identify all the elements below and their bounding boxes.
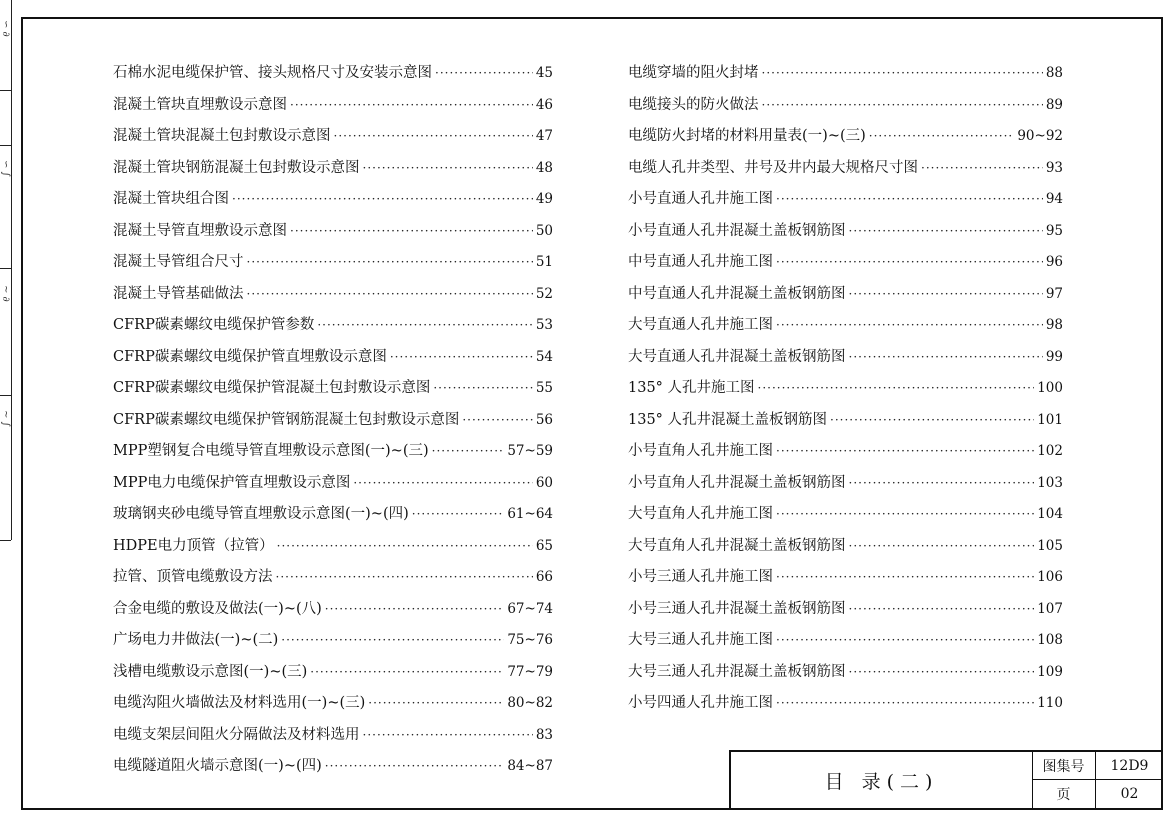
dot-leader (849, 342, 1043, 374)
toc-entry-title: 大号直角人孔井混凝土盖板钢筋图 (628, 537, 846, 554)
dot-leader (412, 499, 505, 531)
dot-leader (334, 121, 533, 153)
toc-entry-title: 中号直通人孔井施工图 (628, 254, 773, 270)
toc-entry-title: 大号直角人孔井施工图 (628, 506, 773, 522)
dot-leader (325, 751, 505, 783)
toc-entry-page: 95 (1045, 222, 1063, 239)
toc-entry-title: CFRP碳素螺纹电缆保护管直埋敷设示意图 (113, 348, 387, 365)
toc-entry-page: 89 (1045, 96, 1063, 113)
toc-entry-title: 混凝土管块混凝土包封敷设示意图 (113, 128, 331, 144)
toc-entry-title: HDPE电力顶管（拉管） (113, 537, 274, 554)
dot-leader (435, 58, 533, 90)
toc-entry-page: 94 (1045, 191, 1063, 207)
toc-entry-title: 电缆支架层间阻火分隔做法及材料选用 (113, 726, 360, 743)
toc-entry-title: CFRP碳素螺纹电缆保护管参数 (113, 317, 315, 333)
toc-entry-page: 101 (1037, 411, 1063, 428)
toc-entry-page: 103 (1037, 474, 1063, 491)
toc-entry-page: 46 (535, 96, 553, 113)
dot-leader (762, 90, 1043, 122)
toc-entry (628, 625, 1063, 657)
toc-entry-page: 104 (1037, 506, 1063, 522)
toc-entry (113, 751, 553, 783)
toc-entry-title: 混凝土导管基础做法 (113, 285, 244, 302)
toc-entry-title: 电缆隧道阻火墙示意图(一)~(四) (113, 758, 322, 774)
toc-entry-page: 108 (1037, 632, 1063, 648)
dot-leader (776, 562, 1034, 594)
toc-entry-title: 135° 人孔井施工图 (628, 380, 755, 396)
toc-entry (628, 342, 1063, 374)
toc-entry-page: 45 (535, 65, 553, 81)
toc-entry-page: 48 (535, 159, 553, 176)
toc-entry (113, 153, 553, 185)
toc-entry (113, 342, 553, 374)
toc-entry-page: 53 (535, 317, 553, 333)
toc-entry-title: 拉管、顶管电缆敷设方法 (113, 569, 273, 585)
toc-entry (628, 594, 1063, 626)
toc-entry (628, 279, 1063, 311)
toc-entry-page: 47 (535, 128, 553, 144)
toc-entry-title: MPP塑钢复合电缆导管直埋敷设示意图(一)~(三) (113, 443, 429, 459)
toc-entry-page: 51 (535, 254, 553, 270)
toc-entry-title: 合金电缆的敷设及做法(一)~(八) (113, 600, 322, 617)
toc-entry-title: 小号三通人孔井施工图 (628, 569, 773, 585)
toc-entry-page: 60 (535, 474, 553, 491)
toc-entry-page: 80~82 (507, 695, 553, 711)
toc-entry (113, 562, 553, 594)
dot-leader (462, 405, 532, 437)
toc-entry (628, 688, 1063, 720)
dot-leader (849, 657, 1035, 689)
toc-entry-page: 57~59 (507, 443, 553, 459)
toc-entry-page: 67~74 (507, 600, 553, 617)
toc-entry-title: 混凝土管块直埋敷设示意图 (113, 96, 287, 113)
toc-entry-title: 小号三通人孔井混凝土盖板钢筋图 (628, 600, 846, 617)
toc-entry-title: 电缆人孔井类型、井号及井内最大规格尺寸图 (628, 159, 918, 176)
handwritten-signature: ∼ ∂ (0, 285, 11, 302)
toc-entry (113, 594, 553, 626)
dot-leader (310, 657, 504, 689)
toc-entry (113, 657, 553, 689)
dot-leader (921, 153, 1043, 185)
toc-entry-title: 大号直通人孔井施工图 (628, 317, 773, 333)
toc-entry-title: CFRP碳素螺纹电缆保护管钢筋混凝土包封敷设示意图 (113, 411, 460, 428)
toc-entry-page: 90~92 (1017, 128, 1063, 144)
dot-leader (433, 373, 532, 405)
atlas-number-label: 图集号 (1032, 752, 1096, 780)
dot-leader (363, 153, 533, 185)
toc-entry-title: 大号三通人孔井施工图 (628, 632, 773, 648)
binding-tick (0, 395, 11, 396)
toc-entry (628, 58, 1063, 90)
toc-entry-page: 83 (535, 726, 553, 743)
toc-entry-title: 混凝土管块钢筋混凝土包封敷设示意图 (113, 159, 360, 176)
toc-entry-page: 66 (535, 569, 553, 585)
toc-entry-page: 107 (1037, 600, 1063, 617)
toc-entry (113, 468, 553, 500)
toc-entry-page: 75~76 (507, 632, 553, 648)
binding-rule (11, 0, 12, 540)
dot-leader (776, 499, 1034, 531)
toc-entry-page: 109 (1037, 663, 1063, 680)
toc-entry-title: 大号三通人孔井混凝土盖板钢筋图 (628, 663, 846, 680)
toc-entry (113, 688, 553, 720)
dot-leader (830, 405, 1034, 437)
dot-leader (390, 342, 533, 374)
toc-entry (113, 720, 553, 752)
binding-tick (0, 90, 11, 91)
dot-leader (849, 594, 1035, 626)
toc-entry-title: CFRP碳素螺纹电缆保护管混凝土包封敷设示意图 (113, 380, 431, 396)
toc-entry (113, 58, 553, 90)
dot-leader (247, 279, 533, 311)
toc-entry-title: 小号直通人孔井混凝土盖板钢筋图 (628, 222, 846, 239)
dot-leader (368, 688, 504, 720)
toc-entry (628, 216, 1063, 248)
dot-leader (281, 625, 504, 657)
toc-entry-page: 52 (535, 285, 553, 302)
dot-leader (290, 216, 533, 248)
page-number-value: 02 (1120, 786, 1139, 802)
toc-entry (628, 184, 1063, 216)
toc-entry-page: 106 (1037, 569, 1063, 585)
dot-leader (325, 594, 505, 626)
toc-entry (113, 216, 553, 248)
toc-entry (113, 279, 553, 311)
toc-entry-page: 56 (535, 411, 553, 428)
toc-entry-title: 混凝土导管组合尺寸 (113, 254, 244, 270)
toc-entry (113, 121, 553, 153)
dot-leader (758, 373, 1035, 405)
dot-leader (276, 562, 533, 594)
toc-entry-title: 小号直角人孔井施工图 (628, 443, 773, 459)
toc-entry-title: 小号四通人孔井施工图 (628, 695, 773, 711)
toc-entry (113, 247, 553, 279)
dot-leader (776, 247, 1043, 279)
toc-entry-title: 广场电力井做法(一)~(二) (113, 632, 279, 648)
toc-entry-page: 50 (535, 222, 553, 239)
toc-entry-page: 54 (535, 348, 553, 365)
toc-entry (628, 310, 1063, 342)
dot-leader (232, 184, 533, 216)
toc-entry-title: 电缆防火封堵的材料用量表(一)~(三) (628, 128, 866, 144)
dot-leader (849, 216, 1043, 248)
dot-leader (776, 688, 1034, 720)
toc-entry-page: 55 (535, 380, 553, 396)
toc-entry-page: 102 (1037, 443, 1063, 459)
toc-entry (628, 657, 1063, 689)
dot-leader (762, 58, 1043, 90)
dot-leader (353, 468, 532, 500)
toc-left-column (113, 58, 553, 783)
toc-entry (628, 90, 1063, 122)
toc-entry (628, 531, 1063, 563)
handwritten-signature: ∽ ∂ (0, 20, 11, 37)
dot-leader (317, 310, 532, 342)
dot-leader (776, 184, 1043, 216)
toc-entry-title: 小号直角人孔井混凝土盖板钢筋图 (628, 474, 846, 491)
toc-entry-title: 电缆沟阻火墙做法及材料选用(一)~(三) (113, 695, 366, 711)
toc-entry-page: 96 (1045, 254, 1063, 270)
toc-entry (628, 121, 1063, 153)
toc-right-column (628, 58, 1063, 720)
toc-entry-title: 石棉水泥电缆保护管、接头规格尺寸及安装示意图 (113, 65, 432, 81)
toc-entry-page: 61~64 (507, 506, 553, 522)
toc-entry-page: 97 (1045, 285, 1063, 302)
dot-leader (869, 121, 1015, 153)
toc-entry-page: 105 (1037, 537, 1063, 554)
binding-tick (0, 268, 11, 269)
dot-leader (432, 436, 505, 468)
toc-entry-page: 49 (535, 191, 553, 207)
dot-leader (776, 436, 1034, 468)
toc-entry (113, 184, 553, 216)
toc-entry-title: 大号直通人孔井混凝土盖板钢筋图 (628, 348, 846, 365)
toc-entry-page: 98 (1045, 317, 1063, 333)
binding-tick (0, 540, 11, 541)
toc-entry-page: 93 (1045, 159, 1063, 176)
handwritten-signature: ∽ ∫ (0, 160, 11, 177)
toc-entry-title: 混凝土管块组合图 (113, 191, 229, 207)
toc-entry (628, 436, 1063, 468)
page-label: 页 (1032, 780, 1096, 808)
toc-entry-title: 玻璃钢夹砂电缆导管直埋敷设示意图(一)~(四) (113, 506, 409, 522)
toc-entry (113, 373, 553, 405)
toc-entry (113, 625, 553, 657)
toc-entry (113, 405, 553, 437)
toc-entry (628, 499, 1063, 531)
dot-leader (277, 531, 533, 563)
toc-entry (113, 436, 553, 468)
toc-entry-page: 77~79 (507, 663, 553, 680)
binding-tick (0, 145, 11, 146)
toc-entry-title: 混凝土导管直埋敷设示意图 (113, 222, 287, 239)
toc-entry (113, 90, 553, 122)
toc-entry-title: 135° 人孔井混凝土盖板钢筋图 (628, 411, 828, 428)
toc-entry (628, 562, 1063, 594)
title-block (729, 750, 1161, 808)
toc-entry-page: 100 (1037, 380, 1063, 396)
dot-leader (363, 720, 533, 752)
toc-entry-title: 中号直通人孔井混凝土盖板钢筋图 (628, 285, 846, 302)
atlas-number-value: 12D9 (1096, 752, 1163, 780)
toc-entry-page: 110 (1037, 695, 1063, 711)
binding-margin (0, 0, 15, 540)
toc-entry (113, 499, 553, 531)
dot-leader (290, 90, 533, 122)
toc-entry-title: 电缆穿墙的阻火封堵 (628, 65, 759, 81)
toc-entry-title: 浅槽电缆敷设示意图(一)~(三) (113, 663, 308, 680)
toc-entry (628, 373, 1063, 405)
dot-leader (849, 468, 1035, 500)
sheet-title: 目 录(二) (731, 752, 1033, 808)
toc-entry (113, 310, 553, 342)
handwritten-signature: ∼ ∫ (0, 410, 11, 427)
dot-leader (849, 279, 1043, 311)
toc-entry-title: 小号直通人孔井施工图 (628, 191, 773, 207)
toc-entry-page: 88 (1045, 65, 1063, 81)
dot-leader (776, 625, 1034, 657)
dot-leader (776, 310, 1043, 342)
toc-entry (628, 405, 1063, 437)
toc-entry-page: 65 (535, 537, 553, 554)
toc-entry (628, 468, 1063, 500)
toc-entry-title: MPP电力电缆保护管直埋敷设示意图 (113, 474, 351, 491)
toc-entry (628, 153, 1063, 185)
toc-entry-page: 84~87 (507, 758, 553, 774)
toc-entry-page: 99 (1045, 348, 1063, 365)
toc-entry-title: 电缆接头的防火做法 (628, 96, 759, 113)
dot-leader (849, 531, 1035, 563)
toc-entry (628, 247, 1063, 279)
dot-leader (247, 247, 533, 279)
toc-entry (113, 531, 553, 563)
